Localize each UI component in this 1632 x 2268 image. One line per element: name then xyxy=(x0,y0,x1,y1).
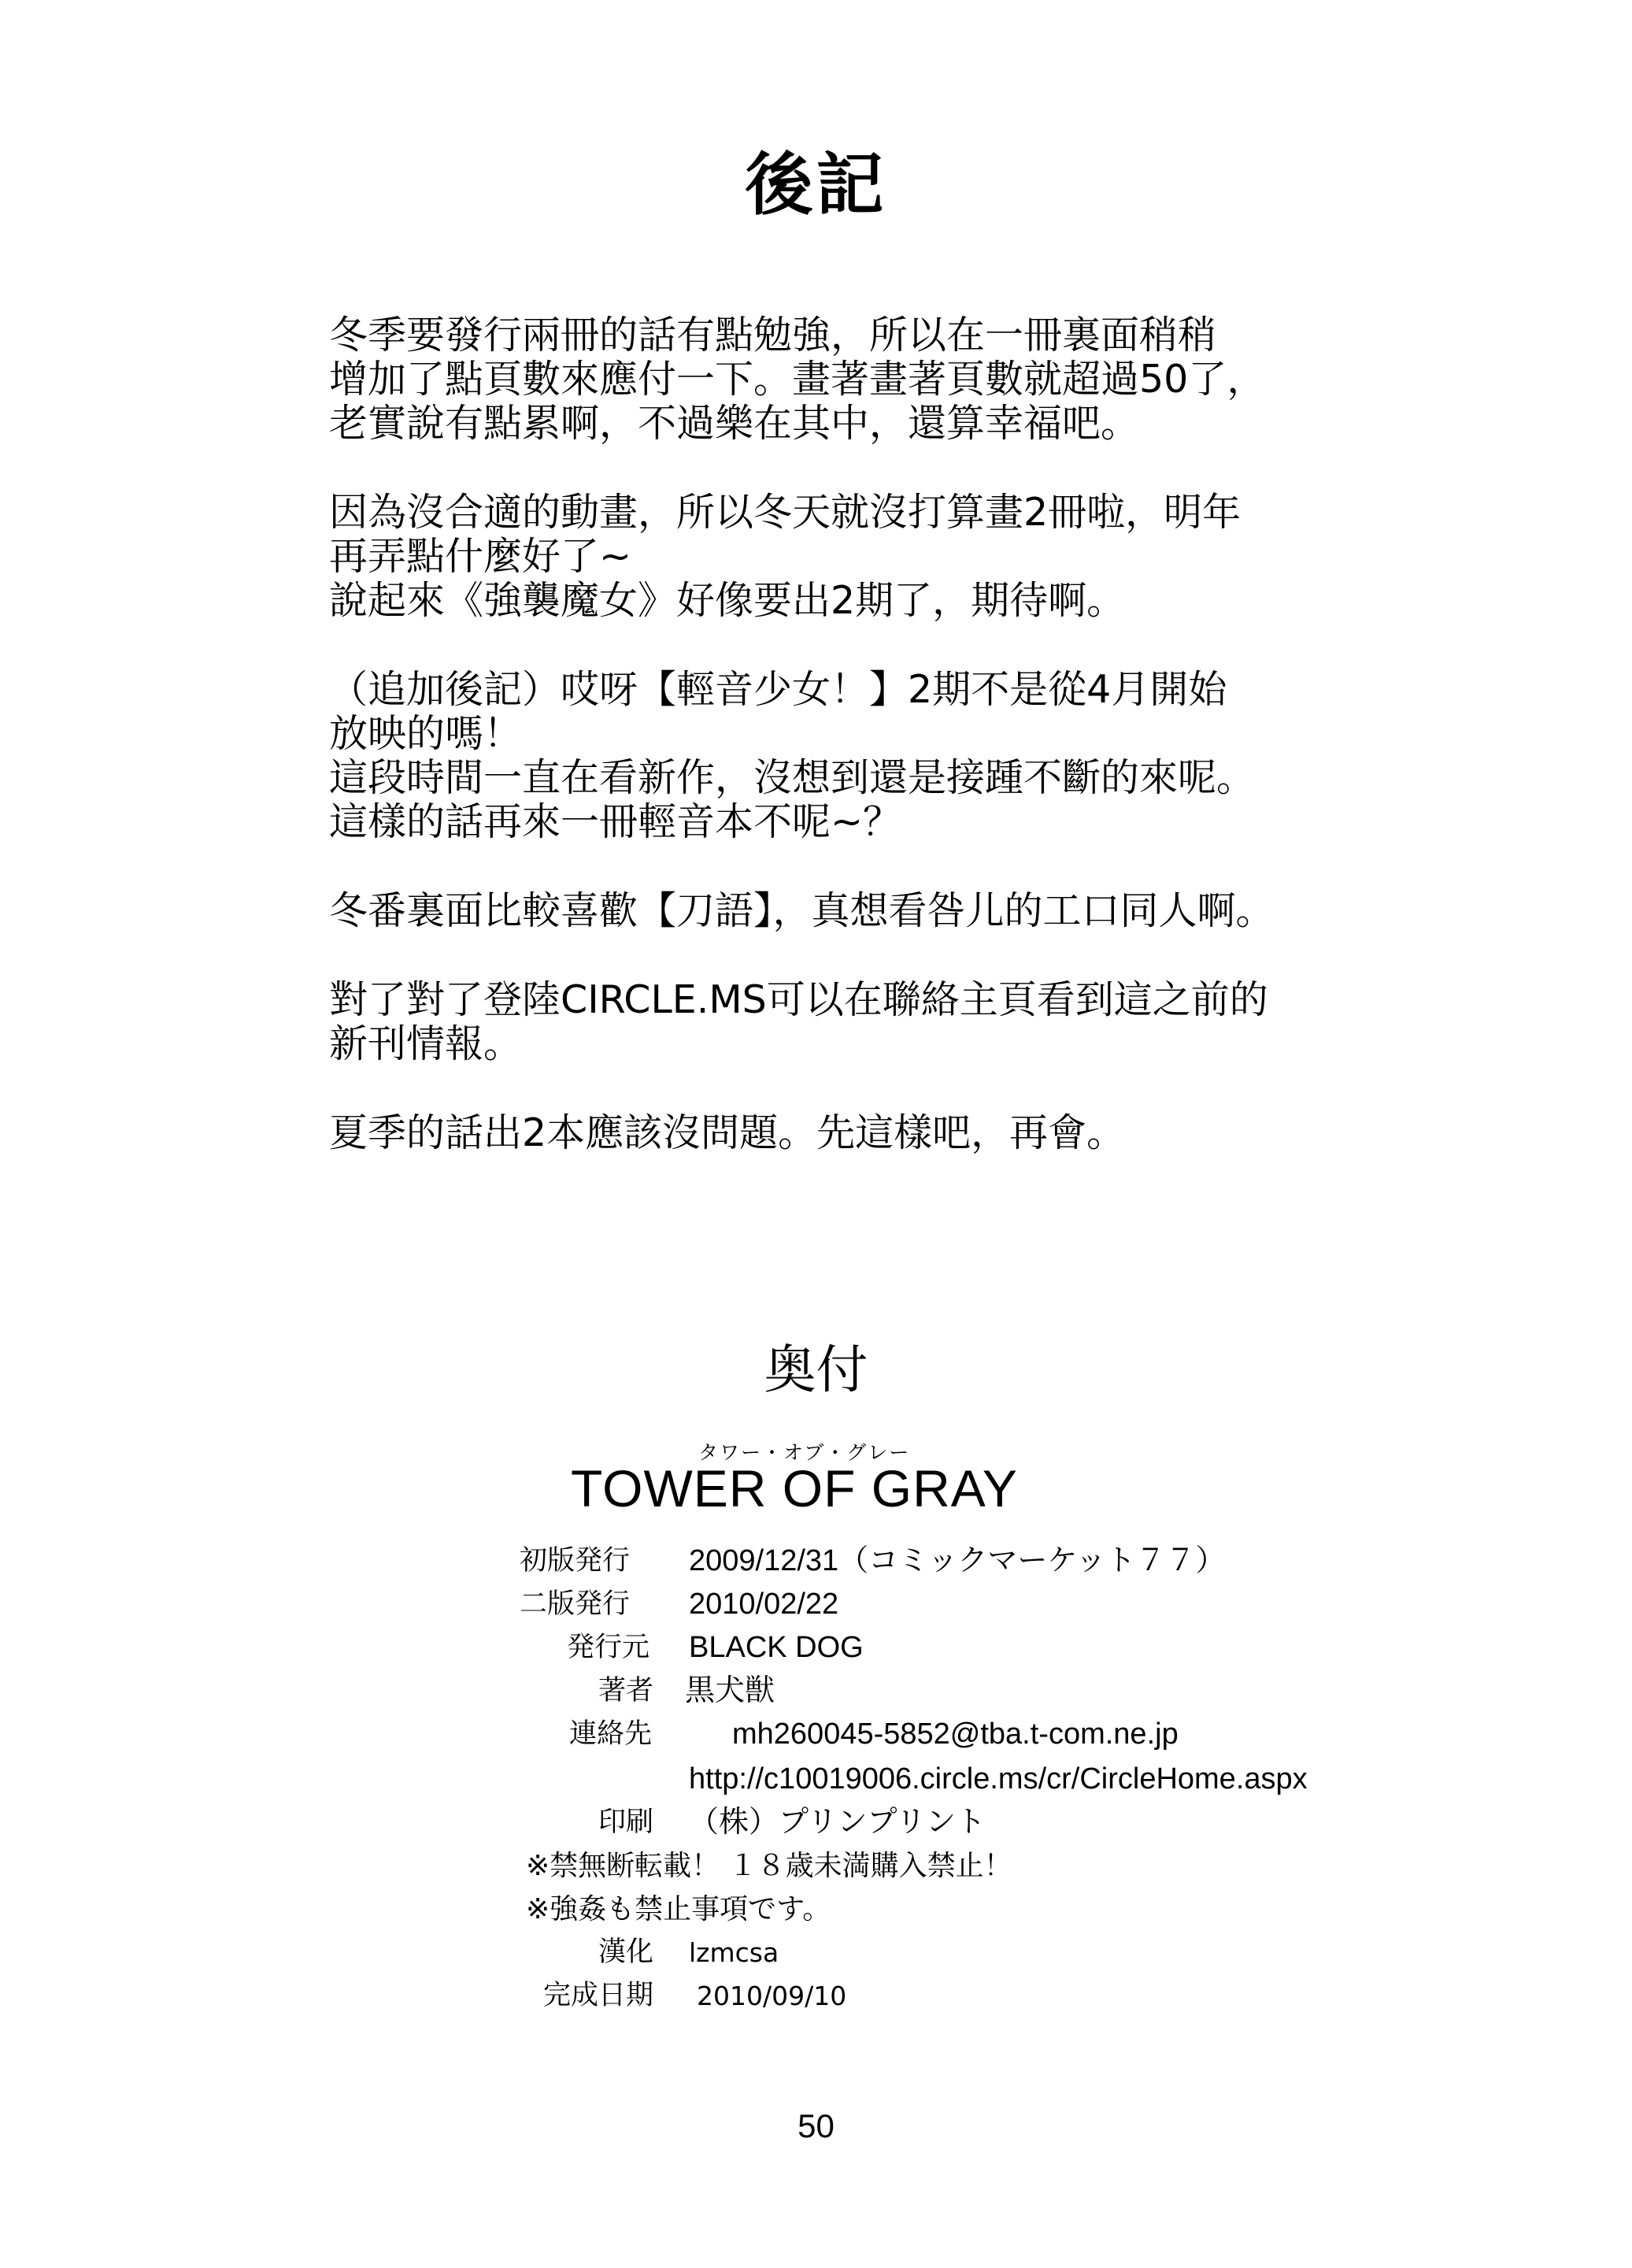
note-text: ※強姦も禁止事項です。 xyxy=(526,1893,831,1925)
row-label: 著者 xyxy=(598,1675,654,1707)
text-line: 新刊情報。 xyxy=(329,1021,523,1066)
row-value: 黒犬獣 xyxy=(685,1674,775,1707)
row-value: BLACK DOG xyxy=(689,1631,864,1664)
text-line: 老實說有點累啊，不過樂在其中，還算幸福吧。 xyxy=(329,401,1140,446)
text-line: （追加後記）哎呀【輕音少女！】2期不是從4月開始 xyxy=(329,667,1227,712)
colophon-row-publisher xyxy=(520,1626,1582,1670)
text-line: 這段時間一直在看新作，沒想到還是接踵不斷的來呢。 xyxy=(329,755,1256,800)
colophon-row-completion-date xyxy=(520,1974,1582,2018)
colophon-row-second-edition xyxy=(520,1583,1582,1626)
text-line: 放映的嗎！ xyxy=(329,711,523,756)
text-line: 夏季的話出2本應該沒問題。先這樣吧，再會。 xyxy=(329,1110,1126,1155)
contact-email[interactable]: mh260045-5852@tba.t-com.ne.jp xyxy=(732,1718,1179,1751)
book-title: TOWER OF GRAY xyxy=(571,1459,1018,1518)
colophon-note xyxy=(520,1844,1582,1888)
paragraph-1 xyxy=(329,313,1478,446)
colophon-row-printer xyxy=(520,1801,1582,1844)
colophon-title: 奥付 xyxy=(764,1340,868,1400)
paragraph-5 xyxy=(329,978,1478,1066)
afterword-title: 後記 xyxy=(745,146,887,224)
text-line: 增加了點頁數來應付一下。畫著畫著頁數就超過50了， xyxy=(329,357,1266,402)
text-line: 因為沒合適的動畫，所以冬天就沒打算畫2冊啦，明年 xyxy=(329,490,1242,535)
colophon-row-url xyxy=(520,1758,1582,1801)
colophon-row-translation xyxy=(520,1931,1582,1974)
row-label: 二版発行 xyxy=(520,1588,631,1620)
row-label: 印刷 xyxy=(598,1807,654,1838)
colophon-row-contact xyxy=(520,1713,1582,1758)
paragraph-6 xyxy=(329,1111,1478,1155)
text-line: 冬季要發行兩冊的話有點勉強，所以在一冊裏面稍稍 xyxy=(329,313,1217,358)
note-text: ※禁無断転載！ １８歳未満購入禁止！ xyxy=(526,1850,1012,1882)
colophon-row-first-edition xyxy=(520,1540,1582,1583)
row-label: 初版発行 xyxy=(520,1545,631,1577)
afterword-body xyxy=(329,313,1478,1200)
row-value: 2009/12/31（コミックマーケット７７） xyxy=(689,1544,1226,1577)
paragraph-3 xyxy=(329,668,1478,844)
text-line: 這樣的話再來一冊輕音本不呢~？ xyxy=(329,799,902,844)
row-value: 2010/02/22 xyxy=(689,1588,839,1621)
text-line: 再弄點什麼好了~ xyxy=(329,534,632,579)
row-label: 漢化 xyxy=(598,1936,654,1968)
row-label: 完成日期 xyxy=(543,1980,654,2011)
colophon-list xyxy=(520,1540,1582,2018)
row-label: 発行元 xyxy=(567,1632,650,1663)
row-value: （株）プリンプリント xyxy=(689,1806,986,1839)
text-line: 對了對了登陸CIRCLE.MS可以在聯絡主頁看到這之前的 xyxy=(329,977,1268,1022)
contact-url[interactable]: http://c10019006.circle.ms/cr/CircleHome.aspx xyxy=(689,1762,1308,1796)
colophon-row-author xyxy=(520,1670,1582,1713)
text-line: 冬番裏面比較喜歡【刀語】，真想看咎儿的工口同人啊。 xyxy=(329,888,1275,933)
row-value: lzmcsa xyxy=(689,1937,779,1968)
paragraph-4 xyxy=(329,889,1478,933)
row-value: 2010/09/10 xyxy=(697,1981,847,2011)
colophon-note xyxy=(520,1888,1582,1931)
row-label: 連絡先 xyxy=(569,1718,653,1750)
text-line: 說起來《強襲魔女》好像要出2期了，期待啊。 xyxy=(329,578,1126,623)
paragraph-2 xyxy=(329,491,1478,623)
book-title-ruby: タワー・オブ・グレー xyxy=(698,1441,911,1464)
page-number: 50 xyxy=(797,2107,835,2144)
